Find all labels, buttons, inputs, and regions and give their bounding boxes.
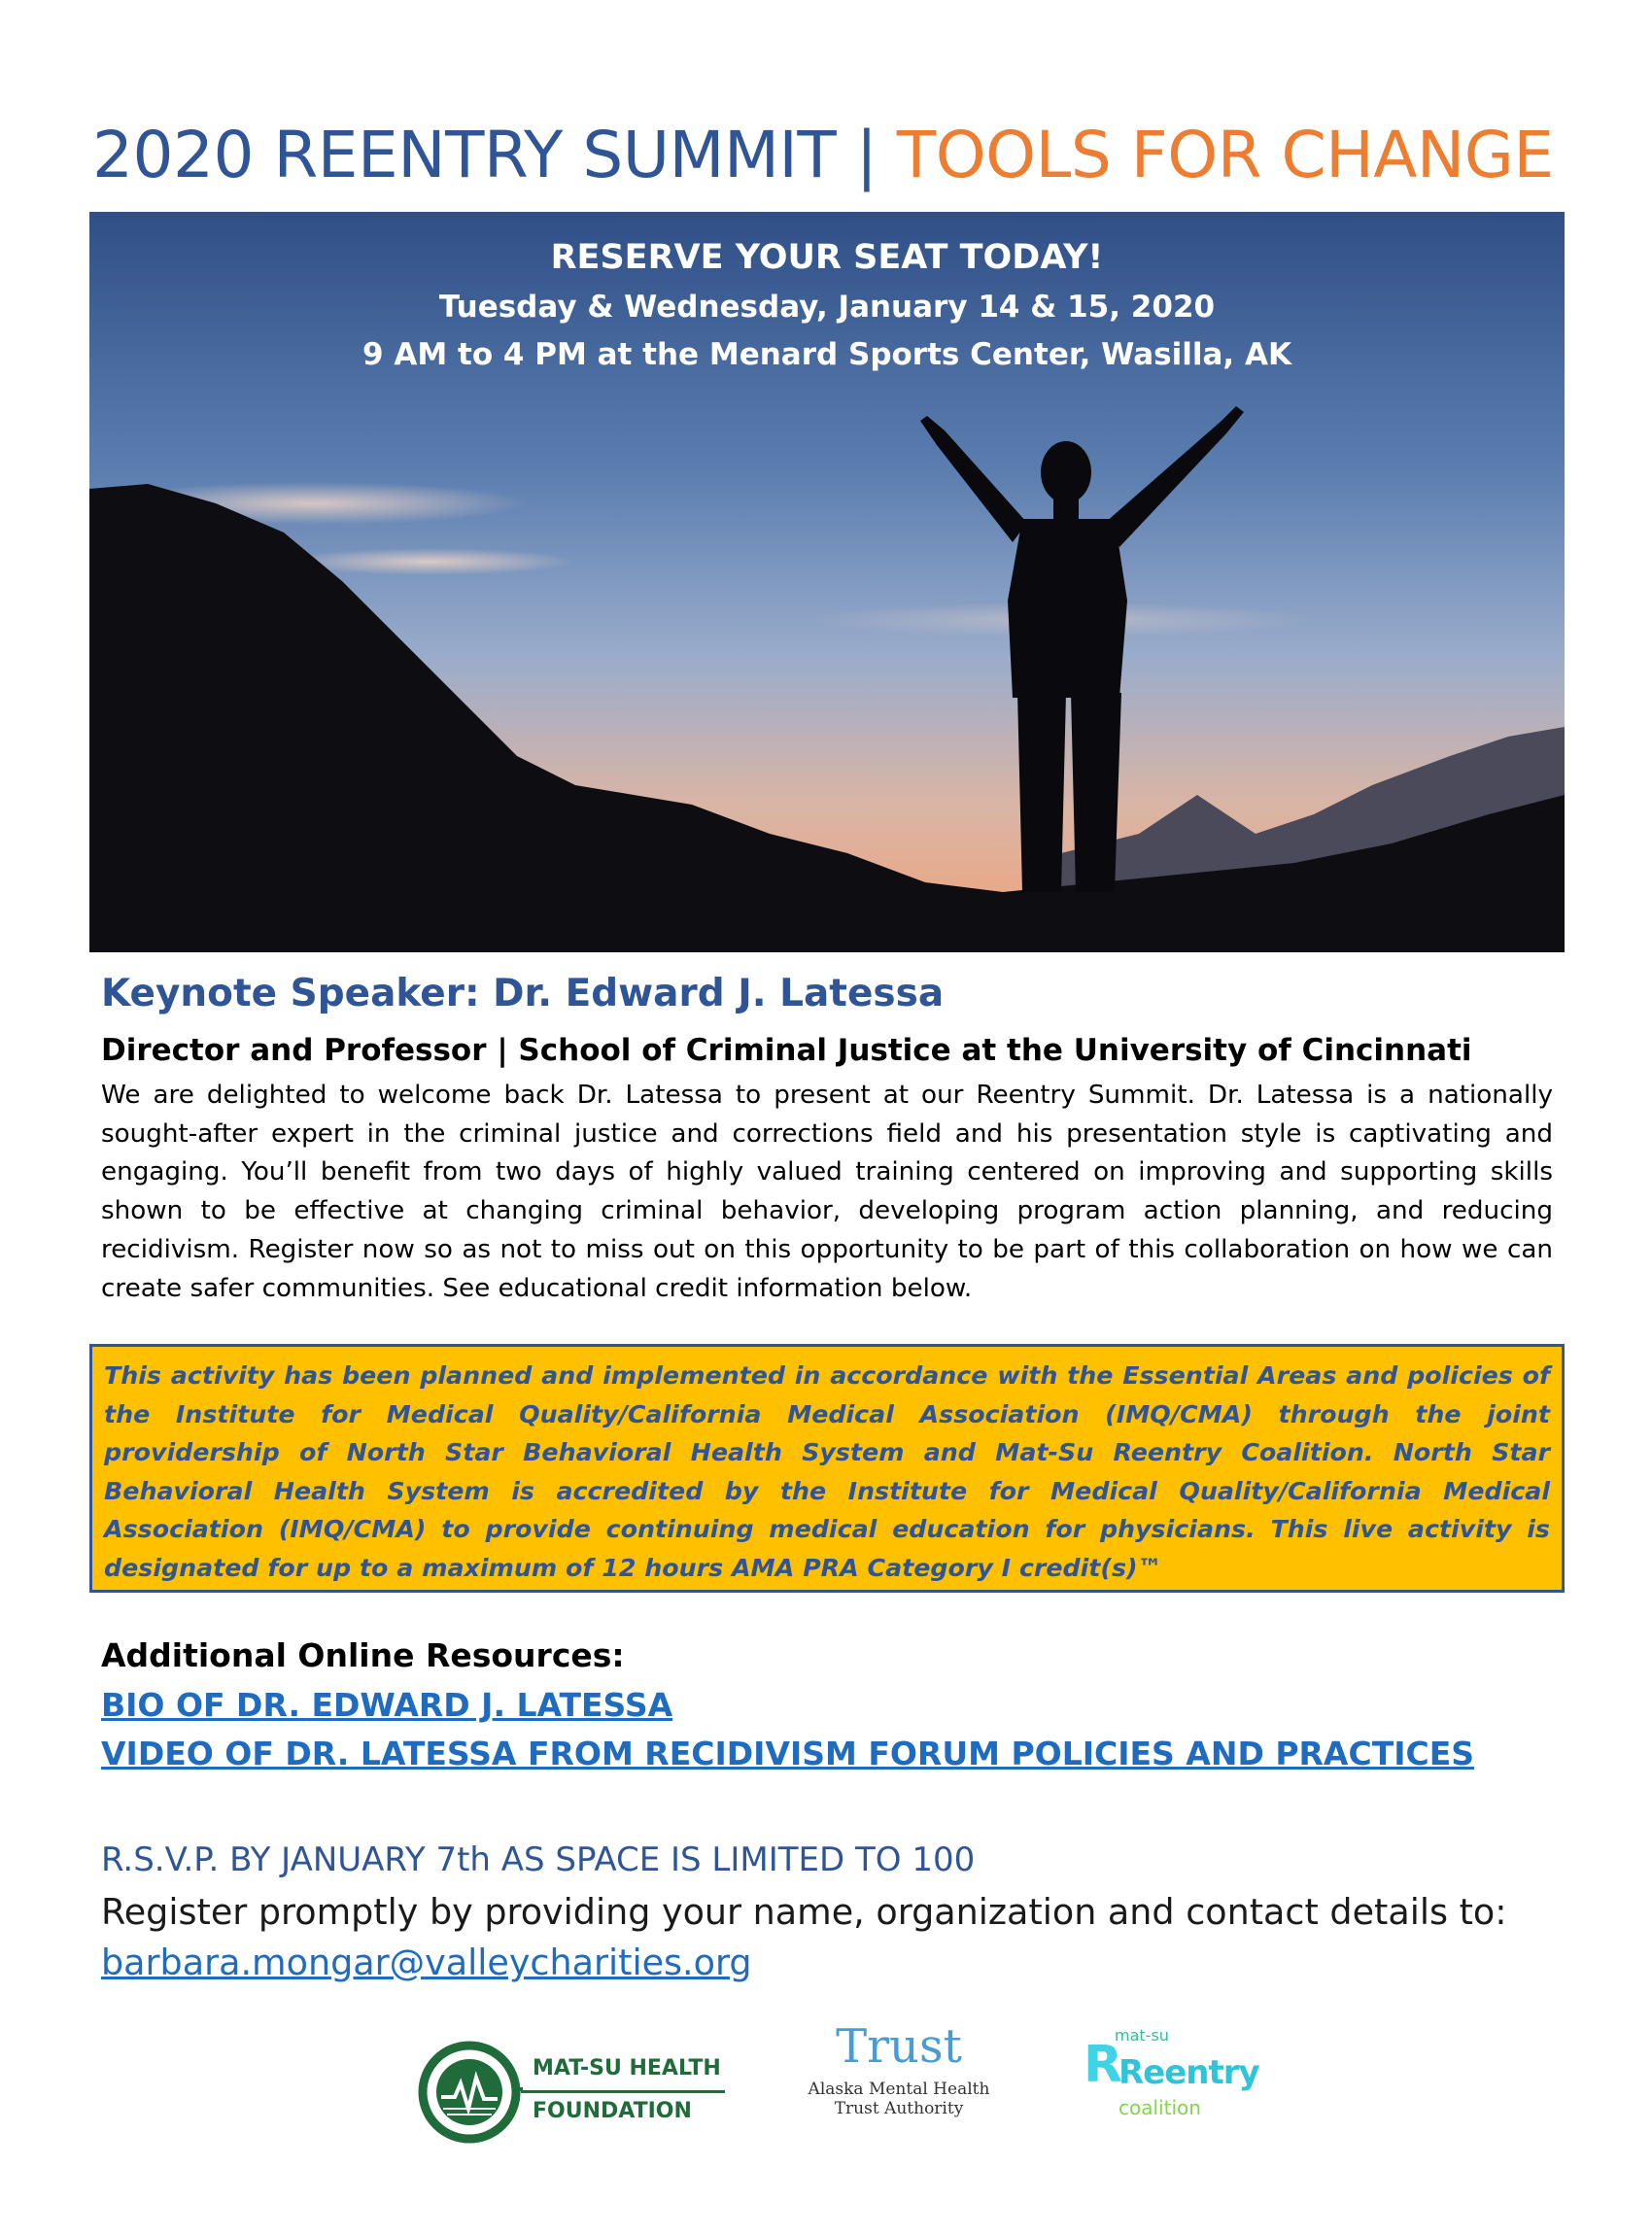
hero-banner bbox=[89, 212, 1565, 952]
trust-line-2: Trust Authority bbox=[834, 2099, 964, 2118]
matsu-reentry-coalition-logo bbox=[1084, 2026, 1258, 2143]
matsu-emblem-icon bbox=[416, 2039, 523, 2146]
trust-word: Trust bbox=[836, 2019, 962, 2074]
title-part-2: TOOLS FOR CHANGE bbox=[896, 118, 1554, 192]
matsu-line-2: FOUNDATION bbox=[533, 2099, 692, 2123]
keynote-title: Keynote Speaker: Dr. Edward J. Latessa bbox=[101, 972, 945, 1015]
contact-email-link[interactable]: barbara.mongar@valleycharities.org bbox=[101, 1942, 752, 1983]
alaska-mental-health-trust-logo bbox=[792, 2019, 1006, 2136]
event-time-location: 9 AM to 4 PM at the Menard Sports Center, Wasilla, AK bbox=[362, 337, 1291, 372]
rsvp-deadline: R.S.V.P. BY JANUARY 7th AS SPACE IS LIMITED TO 100 bbox=[101, 1840, 976, 1879]
cme-notice-box bbox=[89, 1344, 1565, 1593]
title-part-1: 2020 REENTRY SUMMIT bbox=[92, 118, 837, 192]
keynote-description: We are delighted to welcome back Dr. Latessa to present at our Reentry Summit. Dr. Latessa is a nationally sought-after expert in the criminal justice and corrections field and his presentation style is captivating and engaging. You’ll benefit from two days of highly valued training centered on improving and supporting skills shown to be effective at changing criminal behavior, developing program action planning, and reducing recidivism. Register now so as not to miss out on this opportunity to be part of this collaboration on how we can create safer communities. See educational credit information below. bbox=[101, 1081, 1553, 1303]
coalition-top: mat-su bbox=[1115, 2026, 1169, 2045]
coalition-r-letter: R bbox=[1084, 2036, 1123, 2094]
resources-heading: Additional Online Resources: bbox=[101, 1636, 625, 1674]
matsu-line-1: MAT-SU HEALTH bbox=[533, 2056, 721, 2080]
matsu-health-foundation-logo bbox=[416, 2039, 737, 2146]
coalition-main: Reentry bbox=[1119, 2053, 1259, 2092]
coalition-bottom: coalition bbox=[1119, 2096, 1201, 2119]
video-link[interactable]: VIDEO OF DR. LATESSA FROM RECIDIVISM FORUM POLICIES AND PRACTICES bbox=[101, 1735, 1475, 1772]
hero-text-block bbox=[89, 231, 1565, 379]
event-dates: Tuesday & Wednesday, January 14 & 15, 2020 bbox=[438, 290, 1216, 325]
keynote-subtitle: Director and Professor | School of Criminal Justice at the University of Cincinnati bbox=[101, 1033, 1472, 1068]
bio-link[interactable]: BIO OF DR. EDWARD J. LATESSA bbox=[101, 1686, 673, 1724]
reserve-seat-heading: RESERVE YOUR SEAT TODAY! bbox=[550, 238, 1104, 277]
trust-line-1: Alaska Mental Health bbox=[808, 2080, 990, 2099]
title-separator: | bbox=[855, 118, 878, 192]
cme-notice-text: This activity has been planned and implemented in accordance with the Essential Areas and policies of the Institute for Medical Quality/California Medical Association (IMQ/CMA) through the joint providership of North Star Behavioral Health System and Mat-Su Reentry Coalition. North Star Behavioral Health System is accredited by the Institute for Medical Quality/California Medical Association (IMQ/CMA) to provide continuing medical education for physicians. This live activity is designated for up to a maximum of 12 hours AMA PRA Category I credit(s)™ bbox=[104, 1361, 1550, 1582]
register-instructions: Register promptly by providing your name, organization and contact details to: bbox=[101, 1891, 1507, 1933]
page-title bbox=[92, 107, 1569, 204]
